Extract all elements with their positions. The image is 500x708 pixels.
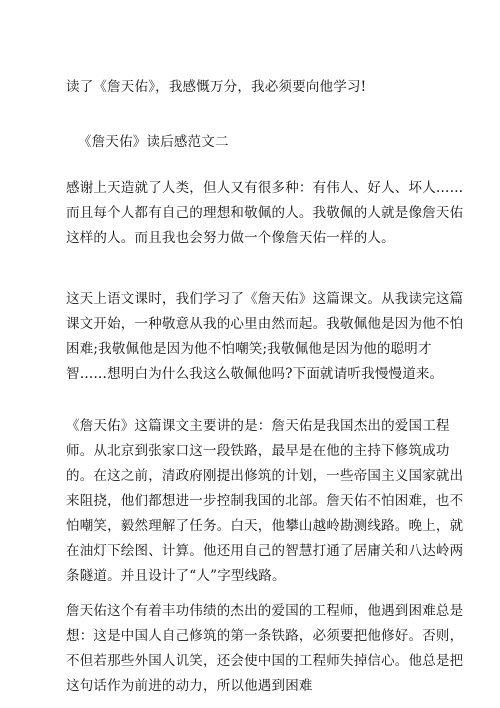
paragraph-2: 这天上语文课时，我们学习了《詹天佑》这篇课文。从我读完这篇课文开始，一种敬意从我的心里由然而起。我敬佩他是因为他不怕困难;我敬佩他是因为他不怕嘲笑;我敬佩他是因为他的聪明才智……想明白为什么我这么敬佩他吗?下面就请听我慢慢道来。 bbox=[66, 291, 464, 382]
paragraph-intro-line: 读了《詹天佑》，我感慨万分，我必须要向他学习! bbox=[66, 79, 367, 95]
section-title: 《詹天佑》读后感范文二 bbox=[78, 134, 229, 150]
paragraph-3: 《詹天佑》这篇课文主要讲的是：詹天佑是我国杰出的爱国工程师。从北京到张家口这一段铁路，最早是在他的主持下修筑成功的。在这之前，清政府刚提出修筑的计划，一些帝国主义国家就出来阻挠，他们都想进一步控制我国的北部。詹天佑不怕困难，也不怕嘲笑，毅然理解了任务。白天，他攀山越岭勘测线路。晚上，就在油灯下绘图、计算。他还用自己的智慧打通了居庸关和八达岭两条隧道。并且设计了“人”字型线路。 bbox=[66, 418, 464, 584]
paragraph-4: 詹天佑这个有着丰功伟绩的杰出的爱国的工程师，他遇到困难总是想：这是中国人自己修筑的第一条铁路，必须要把他修好。否则，不但若那些外国人讥笑，还会使中国的工程师失掉信心。他总是把这句话作为前进的动力，所以他遇到困难 bbox=[66, 603, 464, 694]
paragraph-1: 感谢上天造就了人类，但人又有很多种：有伟人、好人、坏人……而且每个人都有自己的理想和敬佩的人。我敬佩的人就是像詹天佑这样的人。而且我也会努力做一个像詹天佑一样的人。 bbox=[66, 180, 464, 246]
